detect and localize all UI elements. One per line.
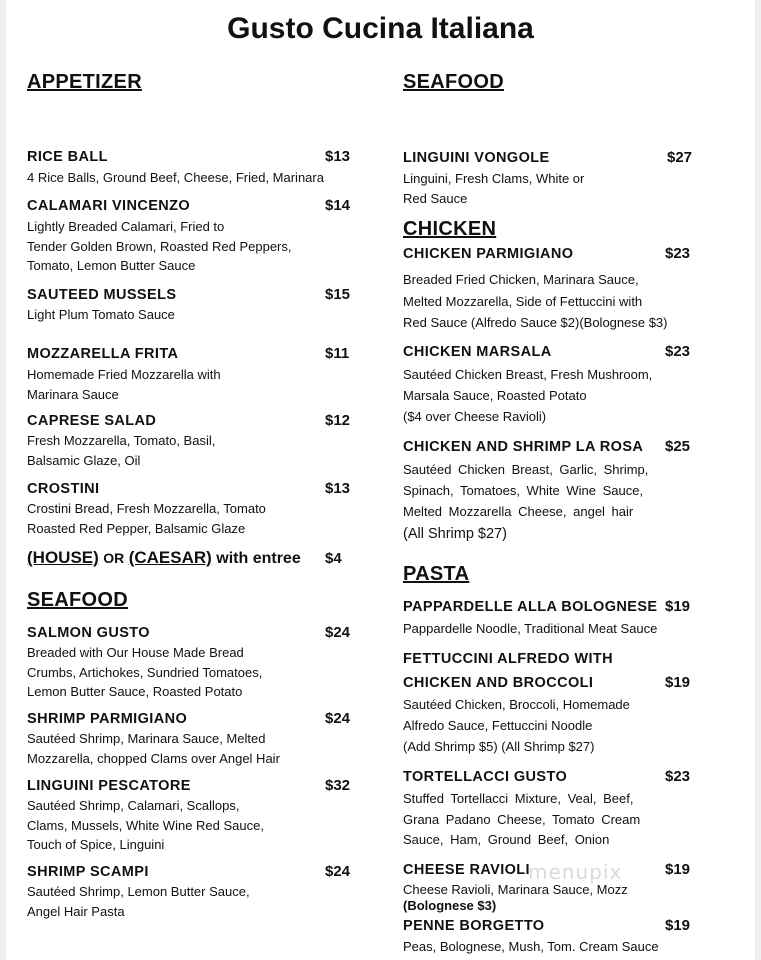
menu-item-price: $19 (665, 861, 691, 878)
menu-item-name: CHICKEN PARMIGIANO (403, 246, 574, 262)
menu-item-name: PAPPARDELLE ALLA BOLOGNESE (403, 599, 658, 615)
restaurant-title: Gusto Cucina Italiana (227, 12, 534, 45)
menu-item-name: CALAMARI VINCENZO (27, 198, 191, 214)
menu-item-price: $24 (325, 710, 351, 727)
menu-item-description: Cheese Ravioli, Marinara Sauce, Mozz (Bolognese $3) (403, 882, 628, 913)
menu-item-name: CHICKEN MARSALA (403, 344, 552, 360)
menu-item-description: 4 Rice Balls, Ground Beef, Cheese, Fried, Marinara (27, 170, 324, 185)
menu-item-price: $13 (325, 148, 351, 165)
menu-item-price: $19 (665, 917, 691, 934)
menu-item-description: Breaded with Our House Made Bread Crumbs, Artichokes, Sundried Tomatoes, Lemon Butter Sauce, Roasted Potato (27, 645, 263, 699)
menu-item-price: $13 (325, 480, 351, 497)
menu-item-description: Pappardelle Noodle, Traditional Meat Sauce (403, 621, 658, 636)
caesar-salad-label: (CAESAR) (128, 548, 212, 567)
menu-item-name: RICE BALL (27, 149, 108, 165)
menu-item-price: $24 (325, 863, 351, 880)
menu-item-name: CHEESE RAVIOLI (403, 862, 530, 878)
menu-item-price: $23 (665, 343, 691, 360)
or-label: OR (103, 550, 125, 566)
menu-item-name: PENNE BORGETTO (403, 918, 545, 934)
menu-item-name: CHICKEN AND SHRIMP LA ROSA (403, 439, 644, 455)
menu-item-description: Linguini, Fresh Clams, White or Red Sauce (403, 171, 585, 206)
menu-item-description: Sautéed Shrimp, Lemon Butter Sauce, Angel Hair Pasta (27, 884, 250, 919)
section-header-pasta: PASTA (403, 563, 470, 585)
menu-item-description: Stuffed Tortellacci Mixture, Veal, Beef, Grana Padano Cheese, Tomato Cream Sauce, Ham, Ground Beef, Onion (403, 791, 641, 847)
section-header-seafood-right: SEAFOOD (403, 71, 504, 93)
menu-item-name: SALMON GUSTO (27, 625, 150, 641)
menu-item-price: $24 (325, 624, 351, 641)
watermark: menupix (528, 860, 623, 884)
menu-item-name: FETTUCCINI ALFREDO WITH (403, 651, 614, 667)
menu-item-description: Crostini Bread, Fresh Mozzarella, Tomato Roasted Red Pepper, Balsamic Glaze (27, 501, 266, 536)
menu-item-description: Sautéed Chicken Breast, Garlic, Shrimp, Spinach, Tomatoes, White Wine Sauce, Melted Mozzarella Cheese, angel hair (403, 462, 649, 519)
menu-item-description: Sautéed Chicken Breast, Fresh Mushroom, Marsala Sauce, Roasted Potato ($4 over Cheese Ravioli) (403, 367, 653, 424)
menu-item-note: (Bolognese $3) (403, 898, 497, 913)
menu-item-name: TORTELLACCI GUSTO (403, 769, 568, 785)
menu-item-name: SHRIMP SCAMPI (27, 864, 149, 880)
menu-item-description: Sautéed Shrimp, Marinara Sauce, Melted Mozzarella, chopped Clams over Angel Hair (27, 731, 280, 766)
menu-item-price: $19 (665, 598, 691, 615)
menu-item-price: $19 (665, 674, 691, 691)
menu-item-name: SHRIMP PARMIGIANO (27, 711, 188, 727)
menu-item-price: $32 (325, 777, 351, 794)
salad-option-line (27, 548, 301, 568)
menu-item-description: Fresh Mozzarella, Tomato, Basil, Balsamic Glaze, Oil (27, 433, 216, 468)
menu-item-price: $23 (665, 245, 691, 262)
menu-item-price: $27 (667, 149, 693, 166)
menu-item-description: Lightly Breaded Calamari, Fried to Tender Golden Brown, Roasted Red Peppers, Tomato, Lemon Butter Sauce (27, 219, 292, 273)
menu-item-name: CROSTINI (27, 481, 100, 497)
section-header-appetizer: APPETIZER (27, 71, 142, 93)
menu-item-price: $11 (325, 345, 350, 362)
menu-item-name: MOZZARELLA FRITA (27, 346, 179, 362)
menu-item-note: (All Shrimp $27) (403, 526, 507, 542)
right-page-edge (755, 0, 761, 960)
menu-item-price: $15 (325, 286, 351, 303)
menu-item-price: $12 (325, 412, 351, 429)
menu-item-name: LINGUINI PESCATORE (27, 778, 191, 794)
menu-item-description: Sautéed Chicken, Broccoli, Homemade Alfredo Sauce, Fettuccini Noodle (Add Shrimp $5) (All Shrimp $27) (403, 697, 630, 754)
menu-item-name: CAPRESE SALAD (27, 413, 157, 429)
with-entree-label: with entree (216, 550, 301, 567)
menu-item-price: $14 (325, 197, 351, 214)
section-header-chicken: CHICKEN (403, 218, 497, 240)
menu-item-price: $25 (665, 438, 691, 455)
menu-item-description: Sautéed Shrimp, Calamari, Scallops, Clams, Mussels, White Wine Red Sauce, Touch of Spice, Linguini (27, 798, 264, 852)
menu-item-description: Breaded Fried Chicken, Marinara Sauce, Melted Mozzarella, Side of Fettuccini with Red Sauce (Alfredo Sauce $2)(Bolognese $3) (403, 272, 668, 330)
menu-item-name-line2: CHICKEN AND BROCCOLI (403, 675, 594, 691)
left-page-edge (0, 0, 6, 960)
section-header-seafood: SEAFOOD (27, 589, 128, 611)
house-salad-label: (HOUSE) (27, 548, 99, 567)
menu-item-name: LINGUINI VONGOLE (403, 150, 550, 166)
menu-item-description: Homemade Fried Mozzarella with Marinara Sauce (27, 367, 221, 402)
menu-item-description: Peas, Bolognese, Mush, Tom. Cream Sauce (403, 939, 659, 954)
menu-item-price: $23 (665, 768, 691, 785)
menu-item-name: SAUTEED MUSSELS (27, 287, 177, 303)
salad-price: $4 (325, 550, 342, 567)
menu-item-description: Light Plum Tomato Sauce (27, 307, 175, 322)
